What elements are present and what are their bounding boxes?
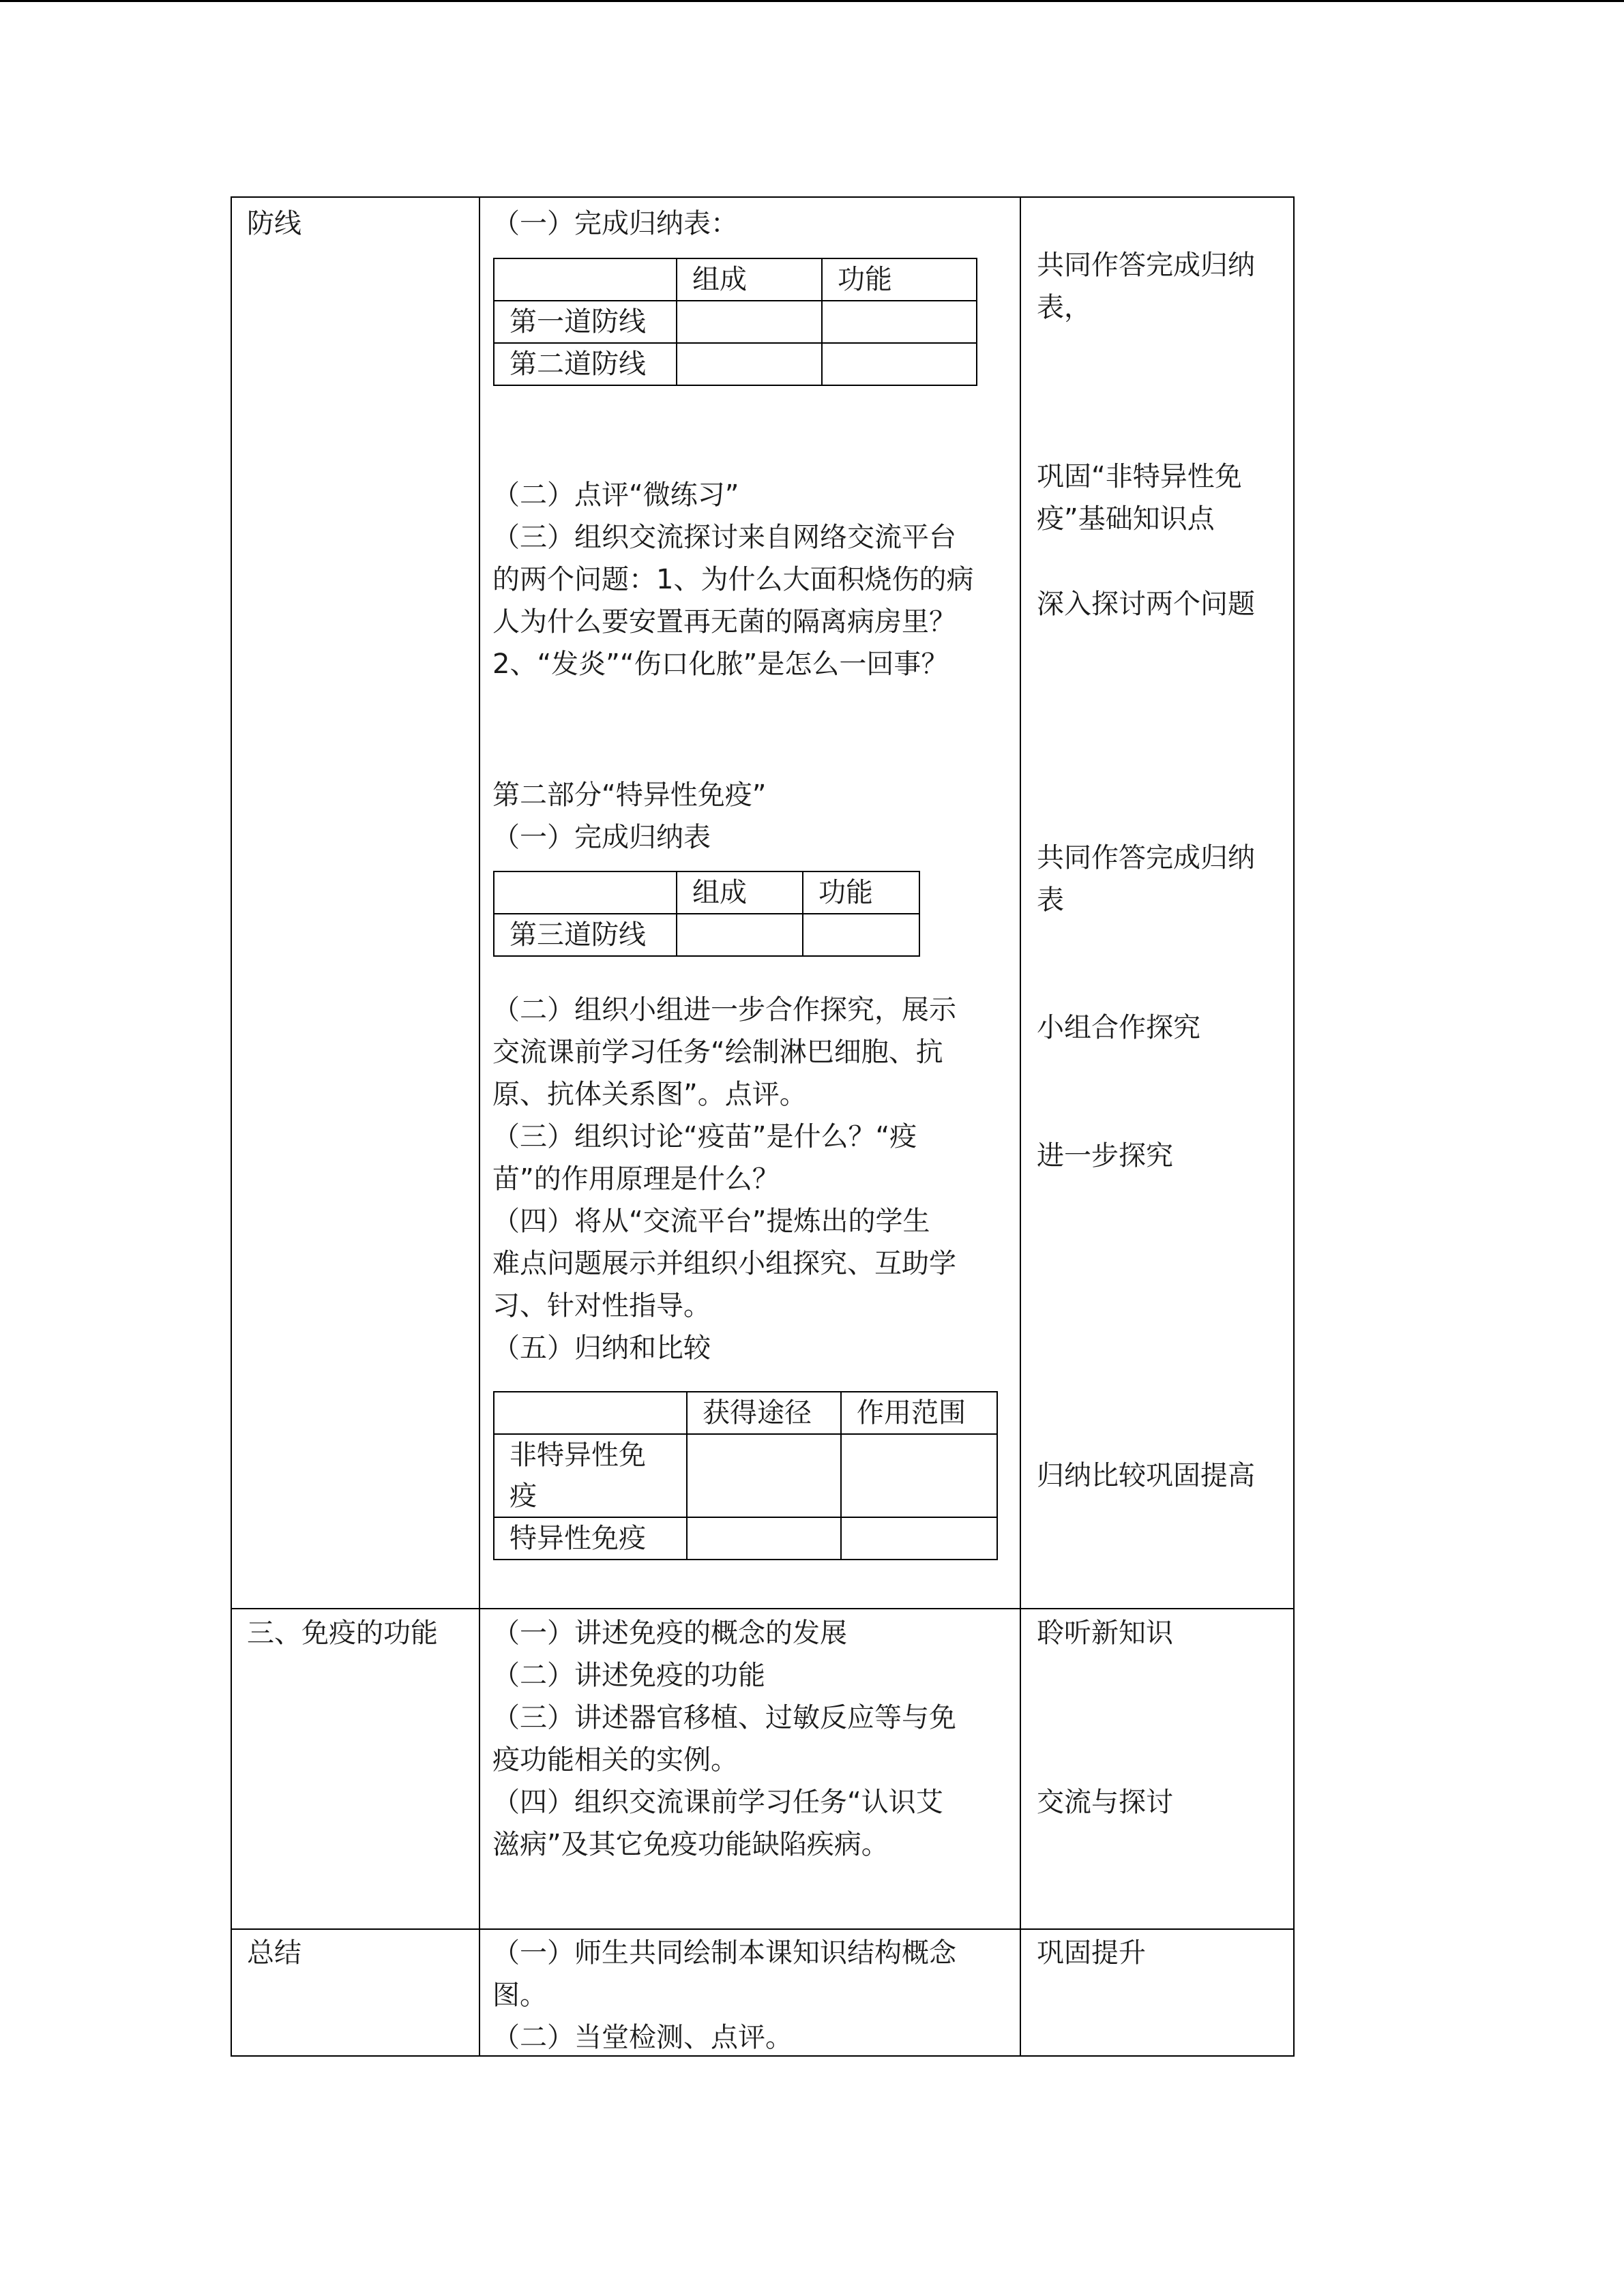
part2-item-5: （五）归纳和比较 <box>492 1332 711 1364</box>
table-row <box>494 1392 997 1434</box>
table-row <box>494 1434 997 1517</box>
row-label-defense: 防线 <box>247 208 301 239</box>
table-cell <box>677 301 822 343</box>
function-item-4-line-2: 滋病”及其它免疫功能缺陷疾病。 <box>492 1829 889 1860</box>
part2-item-3-line-2: 苗”的作用原理是什么？ <box>492 1163 780 1195</box>
part2-item-4-line-3: 习、针对性指导。 <box>492 1290 711 1322</box>
row-divider-1 <box>232 1608 1293 1609</box>
table-row <box>494 258 977 301</box>
summary-item-2: （二）当堂检测、点评。 <box>492 2022 793 2053</box>
row-label-summary: 总结 <box>247 1937 301 1969</box>
part2-item-2-line-1: （二）组织小组进一步合作探究，展示 <box>492 994 956 1026</box>
table-cell <box>677 914 803 956</box>
table-row <box>494 343 977 385</box>
comparison-table <box>493 1391 998 1560</box>
table-cell: 第一道防线 <box>494 301 677 343</box>
table-header-cell: 功能 <box>803 871 919 914</box>
student-c: 深入探讨两个问题 <box>1037 588 1255 620</box>
table-row <box>494 1517 997 1560</box>
part2-item-4-line-2: 难点问题展示并组织小组探究、互助学 <box>492 1248 956 1279</box>
student-b-line-2: 疫”基础知识点 <box>1037 503 1215 535</box>
student-a-line-1: 共同作答完成归纳 <box>1037 250 1255 281</box>
table-header-cell <box>494 258 677 301</box>
table-header-cell <box>494 871 677 914</box>
table-header-cell: 组成 <box>677 871 803 914</box>
defense-item-3-line-4: 2、“发炎”“伤口化脓”是怎么一回事？ <box>492 648 949 680</box>
defense-item-1: （一）完成归纳表： <box>492 208 738 239</box>
defense-item-3-line-2: 的两个问题：1、为什么大面积烧伤的病 <box>492 564 974 595</box>
table-header-cell: 获得途径 <box>687 1392 841 1434</box>
table-row <box>494 301 977 343</box>
summary-item-1-line-1: （一）师生共同绘制本课知识结构概念 <box>492 1937 956 1969</box>
function-student-a: 聆听新知识 <box>1037 1617 1173 1649</box>
student-e: 小组合作探究 <box>1037 1012 1200 1043</box>
table-cell <box>822 343 977 385</box>
column-divider-2 <box>1020 198 1021 2055</box>
table-cell <box>841 1517 997 1560</box>
function-item-1: （一）讲述免疫的概念的发展 <box>492 1617 847 1649</box>
column-divider-1 <box>479 198 480 2055</box>
defense-summary-table <box>493 258 977 386</box>
function-item-2: （二）讲述免疫的功能 <box>492 1660 765 1691</box>
student-f: 进一步探究 <box>1037 1140 1173 1172</box>
table-cell <box>677 343 822 385</box>
function-item-4-line-1: （四）组织交流课前学习任务“认识艾 <box>492 1787 943 1818</box>
table-cell: 特异性免疫 <box>494 1517 687 1560</box>
row-divider-2 <box>232 1928 1293 1930</box>
defense-item-3-line-1: （三）组织交流探讨来自网络交流平台 <box>492 522 956 553</box>
function-student-b: 交流与探讨 <box>1037 1787 1173 1818</box>
student-b-line-1: 巩固“非特异性免 <box>1037 461 1242 492</box>
student-g: 归纳比较巩固提高 <box>1037 1460 1255 1491</box>
student-a-line-2: 表， <box>1037 292 1091 323</box>
table-header-cell <box>494 1392 687 1434</box>
table-cell: 非特异性免疫 <box>494 1434 687 1517</box>
table-header-cell: 功能 <box>822 258 977 301</box>
part2-item-4-line-1: （四）将从“交流平台”提炼出的学生 <box>492 1206 930 1237</box>
part2-item-1: （一）完成归纳表 <box>492 822 711 853</box>
part2-item-3-line-1: （三）组织讨论“疫苗”是什么？“疫 <box>492 1121 917 1152</box>
part2-item-2-line-3: 原、抗体关系图”。点评。 <box>492 1079 807 1110</box>
table-row <box>494 871 919 914</box>
summary-item-1-line-2: 图。 <box>492 1980 547 2011</box>
function-item-3-line-2: 疫功能相关的实例。 <box>492 1744 738 1776</box>
row-label-function: 三、免疫的功能 <box>247 1617 438 1649</box>
table-cell <box>687 1434 841 1517</box>
part2-title: 第二部分“特异性免疫” <box>492 779 767 811</box>
lesson-plan-table <box>231 196 1295 2057</box>
student-d-line-2: 表 <box>1037 884 1064 916</box>
third-defense-table <box>493 871 920 957</box>
function-item-3-line-1: （三）讲述器官移植、过敏反应等与免 <box>492 1702 956 1733</box>
table-cell <box>841 1434 997 1517</box>
table-header-cell: 作用范围 <box>841 1392 997 1434</box>
table-row <box>494 914 919 956</box>
page-top-rule <box>0 0 1624 2</box>
table-cell: 第三道防线 <box>494 914 677 956</box>
table-cell <box>803 914 919 956</box>
table-cell <box>687 1517 841 1560</box>
table-cell <box>822 301 977 343</box>
defense-item-2: （二）点评“微练习” <box>492 479 739 511</box>
defense-item-3-line-3: 人为什么要安置再无菌的隔离病房里？ <box>492 606 956 638</box>
student-d-line-1: 共同作答完成归纳 <box>1037 842 1255 874</box>
table-header-cell: 组成 <box>677 258 822 301</box>
table-cell: 第二道防线 <box>494 343 677 385</box>
summary-student: 巩固提升 <box>1037 1937 1146 1969</box>
part2-item-2-line-2: 交流课前学习任务“绘制淋巴细胞、抗 <box>492 1037 943 1068</box>
